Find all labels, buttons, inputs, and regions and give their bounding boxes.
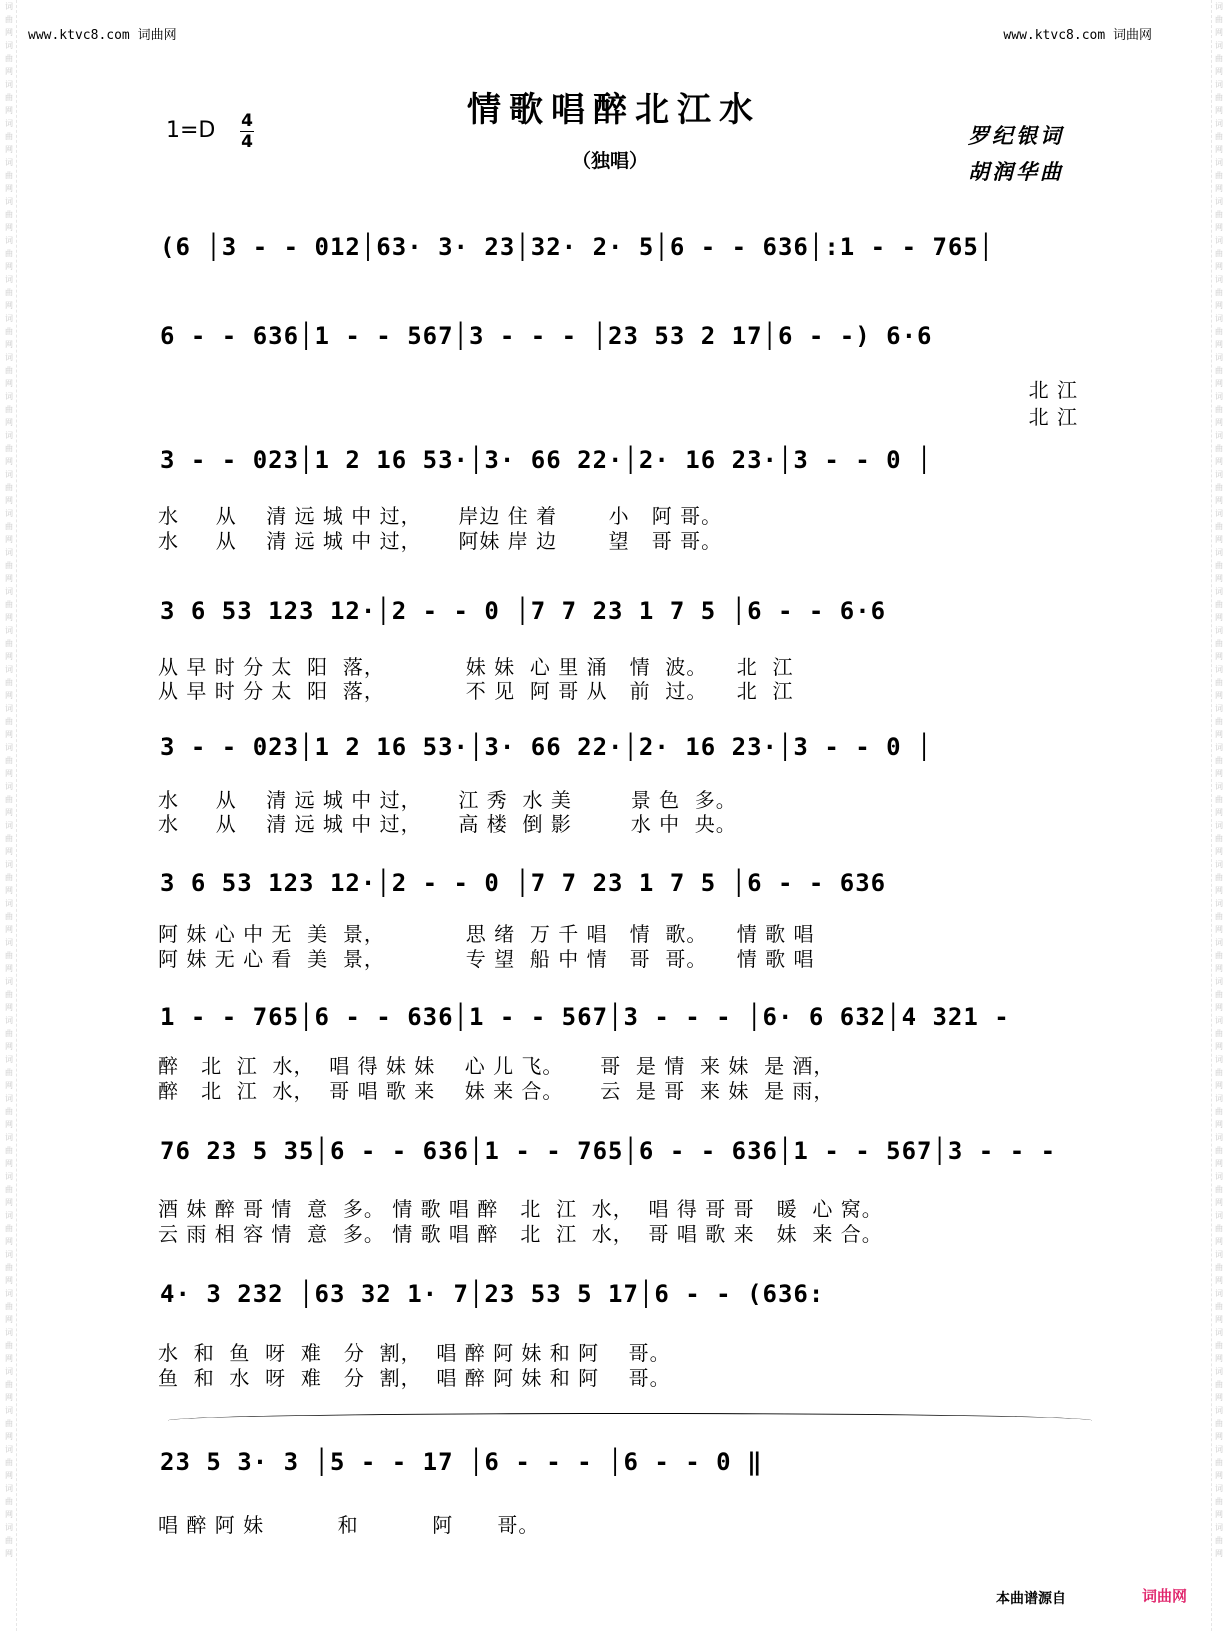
watermark-glyph: 词 (1215, 1367, 1223, 1376)
watermark-glyph: 曲 (1215, 795, 1223, 804)
watermark-glyph: 网 (5, 1159, 13, 1168)
lyric-line-3a: 水 从 清 远 城 中 过， 岸边 住 着 小 阿 哥。 (158, 504, 723, 528)
watermark-glyph: 网 (5, 1042, 13, 1051)
watermark-glyph: 曲 (5, 444, 13, 453)
watermark-glyph: 词 (5, 1406, 13, 1415)
watermark-glyph: 曲 (5, 171, 13, 180)
watermark-glyph: 曲 (5, 756, 13, 765)
watermark-glyph: 词 (5, 743, 13, 752)
lyric-line-6a: 阿 妹 心 中 无 美 景， 思 绪 万 千 唱 情 歌。 情 歌 唱 (158, 922, 815, 946)
watermark-glyph: 网 (5, 145, 13, 154)
watermark-glyph: 词 (5, 1016, 13, 1025)
watermark-glyph: 词 (1215, 41, 1223, 50)
watermark-glyph: 曲 (5, 1536, 13, 1545)
watermark-glyph: 网 (1215, 1120, 1223, 1129)
watermark-glyph: 网 (1215, 145, 1223, 154)
watermark-glyph: 词 (1215, 1172, 1223, 1181)
watermark-glyph: 词 (5, 1172, 13, 1181)
watermark-glyph: 网 (1215, 340, 1223, 349)
watermark-glyph: 词 (1215, 275, 1223, 284)
watermark-glyph: 网 (1215, 106, 1223, 115)
watermark-glyph: 网 (5, 1549, 13, 1558)
lyric-line-2a: 北 江 (1028, 378, 1078, 402)
watermark-glyph: 网 (5, 925, 13, 934)
watermark-glyph: 网 (1215, 925, 1223, 934)
watermark-glyph: 曲 (1215, 132, 1223, 141)
watermark-glyph: 网 (5, 418, 13, 427)
watermark-glyph: 词 (5, 587, 13, 596)
watermark-glyph: 网 (1215, 574, 1223, 583)
watermark-glyph: 曲 (1215, 1419, 1223, 1428)
watermark-glyph: 词 (1215, 587, 1223, 596)
watermark-glyph: 曲 (5, 54, 13, 63)
watermark-glyph: 曲 (1215, 912, 1223, 921)
watermark-glyph: 网 (5, 769, 13, 778)
watermark-glyph: 词 (1215, 509, 1223, 518)
notation-line-8: 76 23 5 35│6 - - 636│1 - - 765│6 - - 636│1 - - 567│3 - - - (160, 1137, 1057, 1165)
watermark-glyph: 网 (1215, 418, 1223, 427)
watermark-glyph: 网 (5, 574, 13, 583)
watermark-glyph: 曲 (5, 522, 13, 531)
watermark-glyph: 曲 (5, 600, 13, 609)
watermark-glyph: 网 (1215, 184, 1223, 193)
watermark-glyph: 词 (5, 704, 13, 713)
watermark-glyph: 网 (5, 496, 13, 505)
watermark-glyph: 词 (1215, 1523, 1223, 1532)
time-signature-top: 4 (241, 111, 253, 131)
watermark-glyph: 曲 (5, 1068, 13, 1077)
watermark-glyph: 词 (5, 821, 13, 830)
watermark-glyph: 词 (1215, 353, 1223, 362)
watermark-glyph: 词 (1215, 197, 1223, 206)
watermark-glyph: 网 (5, 340, 13, 349)
watermark-glyph: 曲 (5, 1107, 13, 1116)
watermark-glyph: 网 (1215, 379, 1223, 388)
watermark-glyph: 曲 (1215, 873, 1223, 882)
watermark-glyph: 网 (1215, 1276, 1223, 1285)
site-url-right[interactable]: www.ktvc8.com 词曲网 (1003, 28, 1152, 43)
watermark-glyph: 曲 (5, 366, 13, 375)
watermark-glyph: 网 (5, 1432, 13, 1441)
watermark-glyph: 曲 (5, 1497, 13, 1506)
watermark-glyph: 词 (5, 431, 13, 440)
watermark-glyph: 曲 (1215, 678, 1223, 687)
watermark-glyph: 词 (5, 41, 13, 50)
left-watermark-strip (2, 0, 17, 1631)
watermark-glyph: 词 (5, 1055, 13, 1064)
lyric-line-8a: 酒 妹 醉 哥 情 意 多。 情 歌 唱 醉 北 江 水， 唱 得 哥 哥 暖 心 窝。 (158, 1197, 883, 1221)
watermark-glyph: 曲 (5, 249, 13, 258)
watermark-glyph: 词 (1215, 860, 1223, 869)
watermark-glyph: 曲 (1215, 93, 1223, 102)
watermark-glyph: 曲 (1215, 327, 1223, 336)
watermark-glyph: 词 (1215, 1211, 1223, 1220)
watermark-glyph: 词 (5, 392, 13, 401)
watermark-glyph: 词 (1215, 1094, 1223, 1103)
watermark-glyph: 网 (5, 847, 13, 856)
watermark-glyph: 词 (5, 782, 13, 791)
watermark-glyph: 网 (5, 67, 13, 76)
watermark-glyph: 词 (1215, 1445, 1223, 1454)
watermark-glyph: 曲 (1215, 1497, 1223, 1506)
watermark-glyph: 词 (1215, 1289, 1223, 1298)
watermark-glyph: 网 (1215, 1510, 1223, 1519)
watermark-glyph: 词 (5, 938, 13, 947)
watermark-glyph: 词 (5, 1211, 13, 1220)
watermark-glyph: 曲 (1215, 1341, 1223, 1350)
watermark-glyph: 词 (1215, 1133, 1223, 1142)
notation-line-10: 23 5 3· 3 │5 - - 17 │6 - - - │6 - - 0 ‖ (160, 1448, 763, 1476)
watermark-glyph: 网 (1215, 886, 1223, 895)
watermark-glyph: 曲 (1215, 522, 1223, 531)
watermark-glyph: 网 (5, 730, 13, 739)
source-label: 本曲谱源自 (996, 1591, 1066, 1607)
watermark-glyph: 曲 (5, 93, 13, 102)
notation-line-9: 4· 3 232 │63 32 1· 7│23 53 5 17│6 - - (636: (160, 1280, 825, 1308)
watermark-glyph: 曲 (1215, 171, 1223, 180)
watermark-glyph: 词 (5, 119, 13, 128)
watermark-glyph: 曲 (1215, 1536, 1223, 1545)
watermark-glyph: 网 (1215, 964, 1223, 973)
watermark-glyph: 词 (1215, 158, 1223, 167)
watermark-glyph: 曲 (1215, 15, 1223, 24)
watermark-glyph: 网 (5, 1393, 13, 1402)
watermark-glyph: 曲 (5, 288, 13, 297)
notation-line-1: (6 │3 - - 012│63· 3· 23│32· 2· 5│6 - - 636│:1 - - 765│ (160, 233, 995, 261)
watermark-glyph: 曲 (1215, 288, 1223, 297)
watermark-glyph: 词 (5, 158, 13, 167)
time-signature-bottom: 4 (241, 132, 253, 152)
lyric-line-9b: 鱼 和 水 呀 难 分 割， 唱 醉 阿 妹 和 阿 哥。 (158, 1366, 671, 1390)
watermark-glyph: 词 (5, 80, 13, 89)
watermark-glyph: 词 (5, 1367, 13, 1376)
watermark-glyph: 网 (1215, 1237, 1223, 1246)
watermark-glyph: 词 (5, 509, 13, 518)
watermark-glyph: 网 (1215, 262, 1223, 271)
watermark-glyph: 网 (1215, 1393, 1223, 1402)
watermark-glyph: 曲 (1215, 600, 1223, 609)
phrase-slur (168, 1413, 1092, 1428)
watermark-glyph: 词 (1215, 821, 1223, 830)
watermark-glyph: 词 (1215, 2, 1223, 11)
watermark-glyph: 词 (1215, 1016, 1223, 1025)
watermark-glyph: 曲 (5, 1224, 13, 1233)
watermark-glyph: 曲 (1215, 1107, 1223, 1116)
watermark-glyph: 曲 (5, 1029, 13, 1038)
watermark-glyph: 网 (1215, 847, 1223, 856)
watermark-glyph: 网 (5, 886, 13, 895)
watermark-glyph: 网 (5, 964, 13, 973)
watermark-glyph: 网 (5, 457, 13, 466)
watermark-glyph: 曲 (5, 795, 13, 804)
song-subtitle: （独唱） (572, 150, 649, 172)
watermark-glyph: 网 (1215, 1315, 1223, 1324)
watermark-glyph: 词 (5, 197, 13, 206)
watermark-glyph: 词 (5, 314, 13, 323)
watermark-glyph: 曲 (5, 15, 13, 24)
watermark-glyph: 曲 (5, 1341, 13, 1350)
lyric-line-2b: 北 江 (1028, 405, 1078, 429)
notation-line-6: 3 6 53 123 12·│2 - - 0 │7 7 23 1 7 5 │6 - - 636 (160, 869, 887, 897)
watermark-glyph: 曲 (1215, 1068, 1223, 1077)
watermark-glyph: 曲 (1215, 834, 1223, 843)
watermark-glyph: 网 (5, 1120, 13, 1129)
watermark-glyph: 曲 (5, 951, 13, 960)
watermark-glyph: 网 (1215, 652, 1223, 661)
watermark-glyph: 词 (1215, 1484, 1223, 1493)
watermark-glyph: 曲 (5, 834, 13, 843)
watermark-glyph: 曲 (5, 1185, 13, 1194)
watermark-glyph: 词 (5, 860, 13, 869)
watermark-glyph: 网 (1215, 1549, 1223, 1558)
watermark-glyph: 词 (5, 977, 13, 986)
watermark-glyph: 曲 (1215, 1146, 1223, 1155)
watermark-glyph: 词 (5, 236, 13, 245)
watermark-glyph: 曲 (1215, 1029, 1223, 1038)
watermark-glyph: 网 (5, 1315, 13, 1324)
watermark-glyph: 网 (5, 1237, 13, 1246)
watermark-glyph: 词 (1215, 548, 1223, 557)
watermark-glyph: 词 (5, 1289, 13, 1298)
watermark-glyph: 曲 (5, 483, 13, 492)
watermark-glyph: 曲 (5, 1146, 13, 1155)
watermark-glyph: 词 (5, 899, 13, 908)
watermark-glyph: 曲 (1215, 990, 1223, 999)
watermark-glyph: 曲 (5, 912, 13, 921)
watermark-glyph: 网 (1215, 1432, 1223, 1441)
watermark-glyph: 网 (1215, 1003, 1223, 1012)
watermark-glyph: 网 (5, 28, 13, 37)
watermark-glyph: 曲 (5, 1380, 13, 1389)
lyric-line-4a: 从 早 时 分 太 阳 落， 妹 妹 心 里 涌 情 波。 北 江 (158, 655, 794, 679)
watermark-glyph: 曲 (5, 990, 13, 999)
watermark-glyph: 词 (1215, 743, 1223, 752)
watermark-glyph: 曲 (1215, 639, 1223, 648)
watermark-glyph: 词 (5, 1328, 13, 1337)
watermark-glyph: 词 (1215, 119, 1223, 128)
watermark-glyph: 词 (1215, 899, 1223, 908)
lyric-line-7a: 醉 北 江 水， 唱 得 妹 妹 心 儿 飞。 哥 是 情 来 妹 是 酒， (158, 1054, 835, 1078)
watermark-glyph: 网 (5, 1471, 13, 1480)
lyricist-credit: 罗纪银词 (968, 123, 1064, 148)
watermark-glyph: 网 (5, 379, 13, 388)
watermark-glyph: 曲 (1215, 1458, 1223, 1467)
time-signature (240, 112, 254, 151)
notation-line-5: 3 - - 023│1 2 16 53·│3· 66 22·│2· 16 23·│3 - - 0 │ (160, 733, 933, 761)
watermark-glyph: 词 (1215, 1328, 1223, 1337)
lyric-line-10: 唱 醉 阿 妹 和 阿 哥。 (158, 1513, 540, 1537)
watermark-glyph: 词 (5, 275, 13, 284)
watermark-glyph: 网 (5, 223, 13, 232)
watermark-glyph: 网 (1215, 1159, 1223, 1168)
watermark-glyph: 曲 (1215, 366, 1223, 375)
watermark-glyph: 词 (5, 470, 13, 479)
watermark-glyph: 网 (5, 1510, 13, 1519)
watermark-glyph: 网 (1215, 769, 1223, 778)
notation-line-4: 3 6 53 123 12·│2 - - 0 │7 7 23 1 7 5 │6 - - 6·6 (160, 597, 887, 625)
watermark-glyph: 网 (5, 652, 13, 661)
watermark-glyph: 曲 (1215, 1302, 1223, 1311)
watermark-glyph: 网 (5, 613, 13, 622)
notation-line-7: 1 - - 765│6 - - 636│1 - - 567│3 - - - │6· 6 632│4 321 - (160, 1003, 1010, 1031)
watermark-glyph: 曲 (5, 639, 13, 648)
watermark-glyph: 网 (1215, 1081, 1223, 1090)
watermark-glyph: 网 (1215, 691, 1223, 700)
watermark-glyph: 网 (1215, 496, 1223, 505)
source-brand-link[interactable]: 词曲网 (1142, 1587, 1188, 1605)
watermark-glyph: 词 (5, 2, 13, 11)
watermark-glyph: 曲 (1215, 1380, 1223, 1389)
watermark-glyph: 网 (1215, 28, 1223, 37)
watermark-glyph: 词 (1215, 782, 1223, 791)
watermark-glyph: 词 (1215, 431, 1223, 440)
watermark-glyph: 曲 (1215, 1224, 1223, 1233)
watermark-glyph: 曲 (5, 561, 13, 570)
watermark-glyph: 词 (1215, 392, 1223, 401)
site-url-left[interactable]: www.ktvc8.com 词曲网 (28, 28, 177, 43)
watermark-glyph: 曲 (5, 132, 13, 141)
watermark-glyph: 网 (1215, 1471, 1223, 1480)
lyric-line-9a: 水 和 鱼 呀 难 分 割， 唱 醉 阿 妹 和 阿 哥。 (158, 1341, 671, 1365)
watermark-glyph: 网 (1215, 808, 1223, 817)
watermark-glyph: 词 (1215, 1055, 1223, 1064)
watermark-glyph: 网 (5, 1003, 13, 1012)
watermark-glyph: 词 (1215, 704, 1223, 713)
watermark-glyph: 曲 (1215, 54, 1223, 63)
watermark-glyph: 曲 (5, 1458, 13, 1467)
watermark-glyph: 网 (1215, 535, 1223, 544)
lyric-line-5a: 水 从 清 远 城 中 过， 江 秀 水 美 景 色 多。 (158, 788, 737, 812)
watermark-glyph: 词 (1215, 470, 1223, 479)
watermark-glyph: 词 (5, 665, 13, 674)
lyric-line-8b: 云 雨 相 容 情 意 多。 情 歌 唱 醉 北 江 水， 哥 唱 歌 来 妹 来 合。 (158, 1222, 883, 1246)
key-signature: 1=D (166, 118, 216, 143)
watermark-glyph: 网 (5, 535, 13, 544)
watermark-glyph: 曲 (1215, 1185, 1223, 1194)
watermark-glyph: 曲 (5, 405, 13, 414)
notation-line-2: 6 - - 636│1 - - 567│3 - - - │23 53 2 17│6 - -) 6·6 (160, 322, 933, 350)
watermark-glyph: 词 (5, 1445, 13, 1454)
watermark-glyph: 词 (1215, 236, 1223, 245)
watermark-glyph: 词 (5, 1133, 13, 1142)
watermark-glyph: 词 (5, 1484, 13, 1493)
watermark-glyph: 网 (1215, 223, 1223, 232)
lyric-line-5b: 水 从 清 远 城 中 过， 高 楼 倒 影 水 中 央。 (158, 812, 737, 836)
watermark-glyph: 曲 (1215, 249, 1223, 258)
watermark-glyph: 曲 (1215, 951, 1223, 960)
watermark-glyph: 曲 (5, 210, 13, 219)
watermark-glyph: 网 (1215, 613, 1223, 622)
lyric-line-3b: 水 从 清 远 城 中 过， 阿妹 岸 边 望 哥 哥。 (158, 529, 723, 553)
watermark-glyph: 曲 (1215, 444, 1223, 453)
watermark-glyph: 词 (1215, 977, 1223, 986)
watermark-glyph: 网 (5, 691, 13, 700)
watermark-glyph: 词 (1215, 938, 1223, 947)
watermark-glyph: 曲 (1215, 1263, 1223, 1272)
watermark-glyph: 词 (5, 353, 13, 362)
watermark-glyph: 词 (1215, 626, 1223, 635)
lyric-line-4b: 从 早 时 分 太 阳 落， 不 见 阿 哥 从 前 过。 北 江 (158, 679, 794, 703)
watermark-glyph: 网 (1215, 67, 1223, 76)
watermark-glyph: 网 (1215, 457, 1223, 466)
watermark-glyph: 网 (5, 301, 13, 310)
watermark-glyph: 词 (1215, 80, 1223, 89)
watermark-glyph: 曲 (1215, 405, 1223, 414)
watermark-glyph: 曲 (5, 717, 13, 726)
watermark-glyph: 网 (1215, 301, 1223, 310)
watermark-glyph: 曲 (1215, 561, 1223, 570)
composer-credit: 胡润华曲 (968, 159, 1064, 184)
watermark-glyph: 网 (5, 1276, 13, 1285)
lyric-line-7b: 醉 北 江 水， 哥 唱 歌 来 妹 来 合。 云 是 哥 来 妹 是 雨， (158, 1079, 835, 1103)
watermark-glyph: 曲 (1215, 483, 1223, 492)
watermark-glyph: 网 (5, 262, 13, 271)
watermark-glyph: 曲 (5, 327, 13, 336)
notation-line-3: 3 - - 023│1 2 16 53·│3· 66 22·│2· 16 23·│3 - - 0 │ (160, 446, 933, 474)
watermark-glyph: 网 (5, 184, 13, 193)
watermark-glyph: 词 (1215, 665, 1223, 674)
watermark-glyph: 曲 (1215, 756, 1223, 765)
watermark-glyph: 网 (5, 106, 13, 115)
watermark-glyph: 词 (5, 626, 13, 635)
right-watermark-strip (1211, 0, 1226, 1631)
watermark-glyph: 词 (1215, 1406, 1223, 1415)
watermark-glyph: 曲 (5, 1302, 13, 1311)
watermark-glyph: 网 (5, 1081, 13, 1090)
watermark-glyph: 网 (1215, 1042, 1223, 1051)
watermark-glyph: 曲 (1215, 210, 1223, 219)
watermark-glyph: 词 (1215, 314, 1223, 323)
watermark-glyph: 词 (5, 1523, 13, 1532)
watermark-glyph: 词 (5, 1094, 13, 1103)
watermark-glyph: 曲 (5, 1419, 13, 1428)
watermark-glyph: 曲 (1215, 717, 1223, 726)
lyric-line-6b: 阿 妹 无 心 看 美 景， 专 望 船 中 情 哥 哥。 情 歌 唱 (158, 947, 815, 971)
watermark-glyph: 曲 (5, 678, 13, 687)
watermark-glyph: 网 (5, 1198, 13, 1207)
watermark-glyph: 曲 (5, 1263, 13, 1272)
watermark-glyph: 网 (1215, 1198, 1223, 1207)
watermark-glyph: 词 (1215, 1250, 1223, 1259)
watermark-glyph: 网 (5, 1354, 13, 1363)
watermark-glyph: 网 (1215, 1354, 1223, 1363)
watermark-glyph: 词 (5, 548, 13, 557)
watermark-glyph: 网 (5, 808, 13, 817)
song-title: 情歌唱醉北江水 (467, 90, 761, 130)
watermark-glyph: 曲 (5, 873, 13, 882)
watermark-glyph: 网 (1215, 730, 1223, 739)
watermark-glyph: 词 (5, 1250, 13, 1259)
